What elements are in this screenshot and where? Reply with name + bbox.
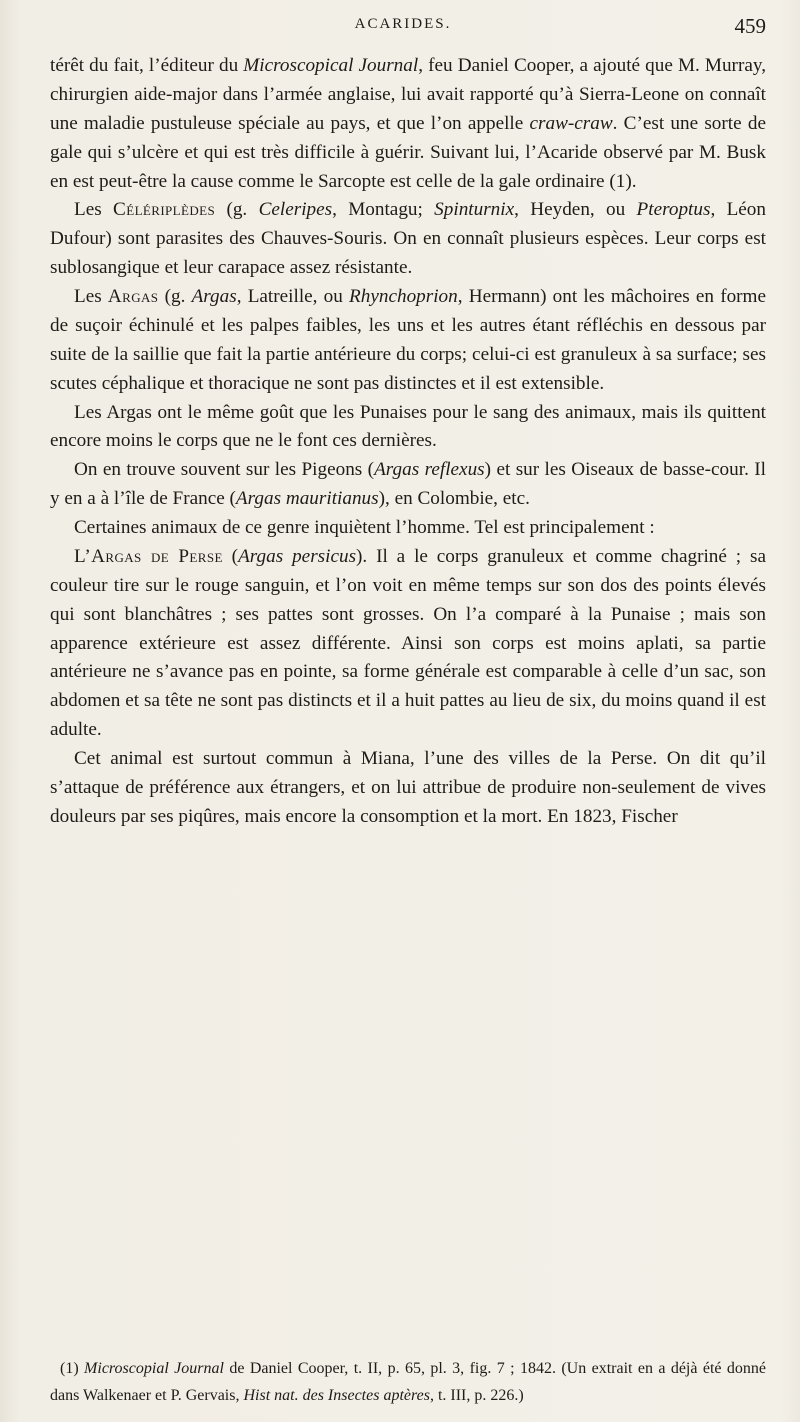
text-run: , Heyden, ou xyxy=(514,199,637,221)
text-run: . C’est une sorte de gale qui s’ulcère et qui est très difficile à guérir. Suivant lui, l’Acaride observé par M. Busk en est peut-être la cause comme le Sarcopte est celle de la gale ordinaire (1). xyxy=(50,112,766,192)
genus-name: Argas xyxy=(191,286,237,307)
paragraph-celeripedes xyxy=(50,196,766,283)
text-run: ), en Colombie, etc. xyxy=(378,488,530,510)
text-run: térêt du fait, l’éditeur du xyxy=(50,55,244,76)
journal-title: Microscopial Journal xyxy=(84,1360,224,1377)
text-run: , t. III, p. 226.) xyxy=(429,1386,524,1404)
disease-name: craw-craw xyxy=(529,112,613,134)
text-run: (1) xyxy=(60,1360,85,1377)
paragraph-argas-humans: Certaines animaux de ce genre inquiètent l’homme. Tel est principalement : xyxy=(74,517,655,538)
text-run: Les xyxy=(74,199,114,221)
text-run: , Latreille, ou xyxy=(236,286,350,307)
species-heading: L’Argas de Perse xyxy=(74,545,223,567)
page-number: 459 xyxy=(734,14,766,38)
text-run: ( xyxy=(222,545,239,567)
genus-name: Celeripes xyxy=(258,199,333,221)
text-run: Les xyxy=(74,286,108,307)
taxon-heading: Argas xyxy=(107,286,159,307)
species-name: Argas persicus xyxy=(238,545,357,567)
text-run: , Hermann) ont les mâchoires en forme de suçoir échinulé et les palpes faibles, les uns et les autres étant réfléchis en dessous par suite de la saillie que fait la partie antérieure du corps; celui-ci est granuleux à sa surface; ses scutes céphalique et thoracique ne sont pas distinctes et il est extensible. xyxy=(50,286,767,394)
footnote xyxy=(50,1356,766,1409)
paragraph-miana: Cet animal est surtout commun à Miana, l’une des villes de la Perse. On dit qu’il s’attaque de préférence aux étrangers, et on lui attribue de produire non-seulement de vives douleurs par ses piqûres, mais encore la consomption et la mort. En 1823, Fischer xyxy=(50,748,766,827)
paragraph-argas-hosts xyxy=(50,456,766,514)
text-run: On en trouve souvent sur les Pigeons ( xyxy=(74,459,375,481)
text-run: de Daniel Cooper, t. II, p. 65, pl. 3, fig. 7 ; 1842. (Un extrait en a déjà été donné dans Walkenaer et P. Gervais, xyxy=(50,1360,767,1404)
main-text xyxy=(50,52,766,832)
paragraph-argas-blood: Les Argas ont le même goût que les Punaises pour le sang des animaux, mais ils quittent encore moins le corps que ne le font ces dernières. xyxy=(50,401,766,452)
text-run: , Montagu; xyxy=(332,199,435,221)
paragraph-argas xyxy=(50,283,766,399)
text-run: , feu Daniel Cooper, a ajouté que M. Murray, chirurgien aide-major dans l’armée anglaise, lui avait rapporté qu’à Sierra-Leone on connaît une maladie pustuleuse spéciale au pays, et que l’on appelle xyxy=(50,55,766,134)
species-name: Argas reflexus xyxy=(374,459,485,481)
genus-name: Rhynchoprion xyxy=(349,286,458,307)
taxon-heading: Célériplèdes xyxy=(113,199,216,221)
text-run: , Léon Dufour) sont parasites des Chauves-Souris. On en connaît plusieurs espèces. Leur corps est sublosangique et leur carapace assez résistante. xyxy=(50,199,766,279)
journal-title: Microscopical Journal xyxy=(243,55,419,76)
text-run: (g. xyxy=(158,286,192,307)
paragraph-craw-craw xyxy=(50,52,766,196)
genus-name: Pteroptus xyxy=(636,199,711,221)
book-title: Hist nat. des Insectes aptères xyxy=(243,1386,430,1404)
genus-name: Spinturnix xyxy=(434,199,515,221)
page-header xyxy=(40,16,766,42)
text-run: ). Il a le corps granuleux et comme chagriné ; sa couleur tire sur le rouge sanguin, et l’on voit en même temps sur son dos des points élevés qui sont blanchâtres ; ses pattes sont grosses. On l’a comparé à la Punaise ; mais son apparence extérieure est assez différente. Ainsi son corps est moins aplati, sa partie antérieure ne s’avance pas en pointe, sa forme générale est comparable à celle d’un sac, son abdomen et sa tête ne sont pas distincts et il a huit pattes au lieu de six, du moins quand il est adulte. xyxy=(50,545,766,741)
text-run: ) et sur les Oiseaux de basse-cour. Il y en a à l’île de France ( xyxy=(50,459,766,510)
footnote-1 xyxy=(50,1356,766,1409)
running-title: ACARIDES. xyxy=(354,16,452,32)
paragraph-argas-persicus xyxy=(50,543,766,745)
species-name: Argas mauritianus xyxy=(235,488,379,510)
text-run: (g. xyxy=(215,199,259,221)
